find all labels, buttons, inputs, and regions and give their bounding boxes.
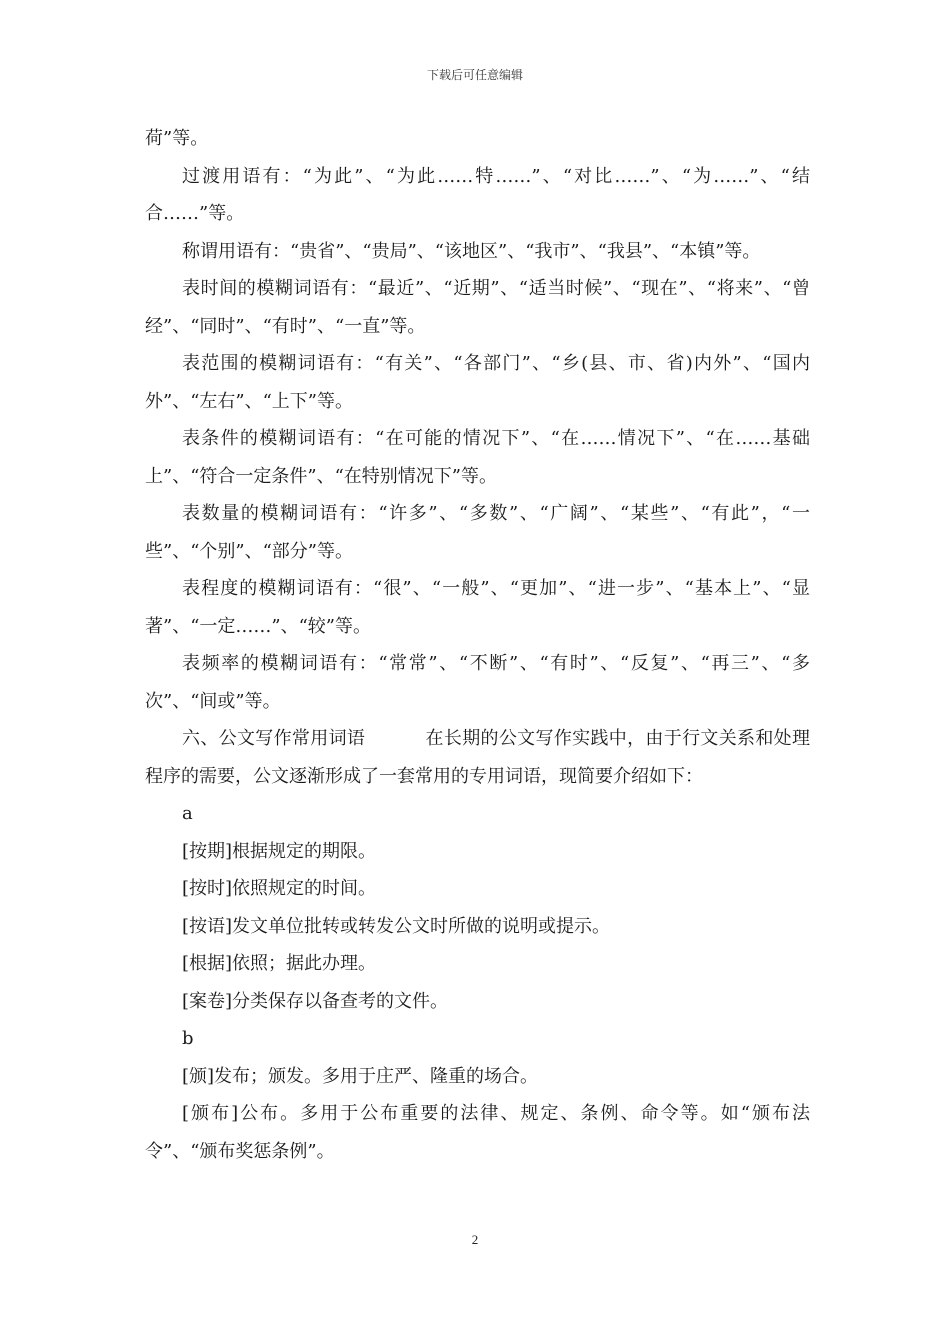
paragraph-vague-condition-terms: 表条件的模糊词语有：“在可能的情况下”、“在……情况下”、“在……基础上”、“符合一定条件”、“在特别情况下”等。	[145, 428, 810, 487]
paragraph-continuation: 荷”等。	[145, 128, 209, 149]
paragraph-vague-scope-terms: 表范围的模糊词语有：“有关”、“各部门”、“乡(县、市、省)内外”、“国内外”、“左右”、“上下”等。	[145, 353, 810, 412]
glossary-letter-b: b	[182, 1028, 194, 1049]
section-heading: 六、公文写作常用词语	[182, 728, 366, 749]
page-number: 2	[471, 1232, 479, 1247]
glossary-entry: [按语]发文单位批转或转发公文时所做的说明或提示。	[182, 915, 611, 937]
glossary-entry: [按时]依照规定的时间。	[182, 878, 377, 899]
paragraph-transition-terms: 过渡用语有：“为此”、“为此……特……”、“对比……”、“为……”、“结合……”等。	[145, 165, 810, 224]
document-body	[145, 120, 810, 1170]
paragraph-vague-degree-terms: 表程度的模糊词语有：“很”、“一般”、“更加”、“进一步”、“基本上”、“显著”、“一定……”、“较”等。	[145, 578, 810, 637]
section-intro: 在长期的公文写作实践中，由于行文关系和处理程序的需要，公文逐渐形成了一套常用的专用词语，现简要介绍如下：	[145, 728, 811, 787]
glossary-entry: [按期]根据规定的期限。	[182, 840, 377, 862]
paragraph-vague-frequency-terms: 表频率的模糊词语有：“常常”、“不断”、“有时”、“反复”、“再三”、“多次”、“间或”等。	[145, 653, 810, 712]
glossary-letter-a: a	[182, 803, 193, 824]
glossary-entry: [颁]发布；颁发。多用于庄严、隆重的场合。	[182, 1065, 539, 1087]
glossary-entry: [颁布]公布。多用于公布重要的法律、规定、条例、命令等。如“颁布法令”、“颁布奖惩条例”。	[145, 1103, 810, 1162]
glossary-entry: [根据]依照；据此办理。	[182, 953, 377, 974]
section-six-paragraph	[145, 720, 810, 795]
page-header: 下载后可任意编辑	[426, 68, 523, 82]
paragraph-address-terms: 称谓用语有：“贵省”、“贵局”、“该地区”、“我市”、“我县”、“本镇”等。	[182, 240, 761, 262]
paragraph-vague-quantity-terms: 表数量的模糊词语有：“许多”、“多数”、“广阔”、“某些”、“有此”，“一些”、“个别”、“部分”等。	[145, 503, 810, 562]
paragraph-vague-time-terms: 表时间的模糊词语有：“最近”、“近期”、“适当时候”、“现在”、“将来”、“曾经”、“同时”、“有时”、“一直”等。	[145, 278, 810, 337]
glossary-entry: [案卷]分类保存以备查考的文件。	[182, 990, 449, 1012]
